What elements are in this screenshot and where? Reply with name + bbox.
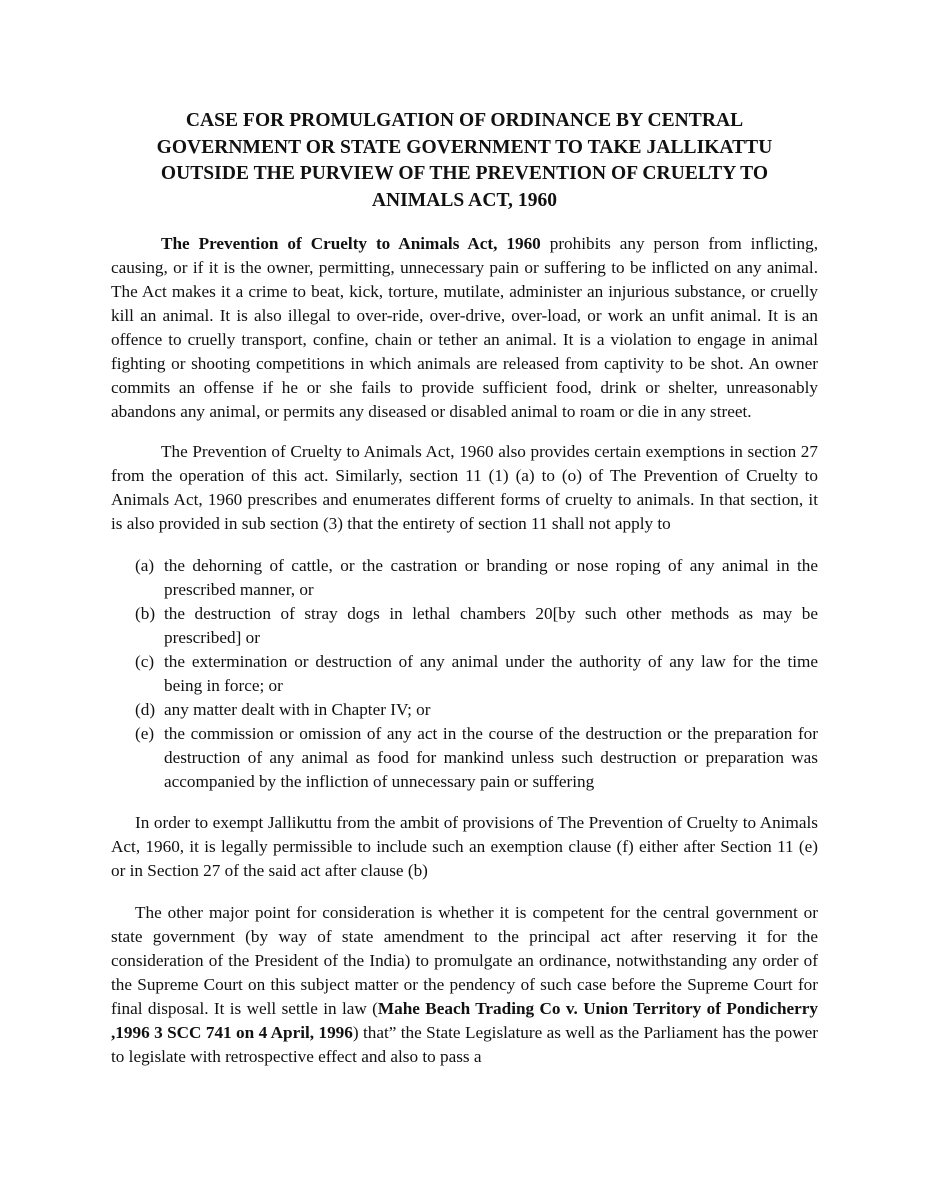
paragraph-exemptions: The Prevention of Cruelty to Animals Act, 1960 also provides certain exemptions in section 27 from the operation of this act. Similarly, section 11 (1) (a) to (o) of The Prevention of Cruelty to Animals Act, 1960 prescribes and enumerates different forms of cruelty to animals. In that section, it is also provided in sub section (3) that the entirety of section 11 shall not apply to	[111, 442, 818, 533]
list-marker: (d)	[135, 700, 156, 719]
list-item-text: the dehorning of cattle, or the castration or branding or nose roping of any animal in the prescribed manner, or	[164, 556, 818, 599]
list-item-text: the destruction of stray dogs in lethal chambers 20[by such other methods as may be prescribed] or	[164, 604, 818, 647]
paragraph-text: The other major point for consideration is whether it is competent for the central government or state government (by way of state amendment to the principal act after reserving it for the consideration of the President of the India) to promulgate an ordinance, notwithstanding any order of the Supreme Court on this subject matter or the pendency of such case before the Supreme Court for final disposal. It is well settle in law (	[111, 903, 818, 1018]
list-item-text: any matter dealt with in Chapter IV; or	[164, 700, 431, 719]
paragraph-ordinance-competence	[111, 901, 818, 1069]
list-marker: (c)	[135, 652, 155, 671]
title-line: GOVERNMENT OR STATE GOVERNMENT TO TAKE JALLIKATTU	[156, 136, 773, 158]
title-line: ANIMALS ACT, 1960	[371, 189, 558, 211]
paragraph-text: prohibits any person from inflicting, causing, or if it is the owner, permitting, unnecessary pain or suffering to be inflicted on any animal. The Act makes it a crime to beat, kick, torture, mutilate, administer an injurious substance, or cruelly kill an animal. It is also illegal to over-ride, over-drive, over-load, or work an unfit animal. It is an offence to cruelly transport, confine, chain or tether an animal. It is a violation to engage in animal fighting or shooting competitions in which animals are released from captivity to be shot. An owner commits an offense if he or she fails to provide sufficient food, drink or shelter, unreasonably abandons any animal, or permits any diseased or disabled animal to roam or die in any street.	[111, 234, 818, 421]
paragraph-act-overview	[111, 232, 818, 424]
document-title	[111, 108, 818, 214]
list-marker: (e)	[135, 724, 155, 743]
list-item-text: the commission or omission of any act in the course of the destruction or the preparation for destruction of any animal as food for mankind unless such destruction or preparation was accompanied by the infliction of unnecessary pain or suffering	[164, 724, 818, 791]
paragraph-exemption-proposal: In order to exempt Jallikuttu from the ambit of provisions of The Prevention of Cruelty to Animals Act, 1960, it is legally permissible to include such an exemption clause (f) either after Section 11 (e) or in Section 27 of the said act after clause (b)	[111, 813, 818, 880]
list-item	[111, 554, 818, 602]
list-item	[111, 650, 818, 698]
title-line: CASE FOR PROMULGATION OF ORDINANCE BY CENTRAL	[185, 110, 744, 131]
list-item	[111, 722, 818, 794]
list-item-text: the extermination or destruction of any animal under the authority of any law for the time being in force; or	[164, 652, 818, 695]
list-item	[111, 602, 818, 650]
list-item	[111, 698, 818, 722]
title-line: OUTSIDE THE PURVIEW OF THE PREVENTION OF CRUELTY TO	[160, 163, 769, 184]
act-name-bold: The Prevention of Cruelty to Animals Act, 1960	[161, 234, 541, 253]
document-page	[111, 108, 818, 1069]
list-marker: (b)	[135, 604, 156, 623]
paragraph-text: ) that” the State Legislature as well as the Parliament has the power to legislate with retrospective effect and also to pass a	[111, 1023, 818, 1066]
exemption-list	[111, 554, 818, 794]
case-citation-bold: Mahe Beach Trading Co v. Union Territory of Pondicherry ,1996 3 SCC 741 on 4 April, 1996	[111, 999, 818, 1042]
list-marker: (a)	[135, 556, 155, 575]
